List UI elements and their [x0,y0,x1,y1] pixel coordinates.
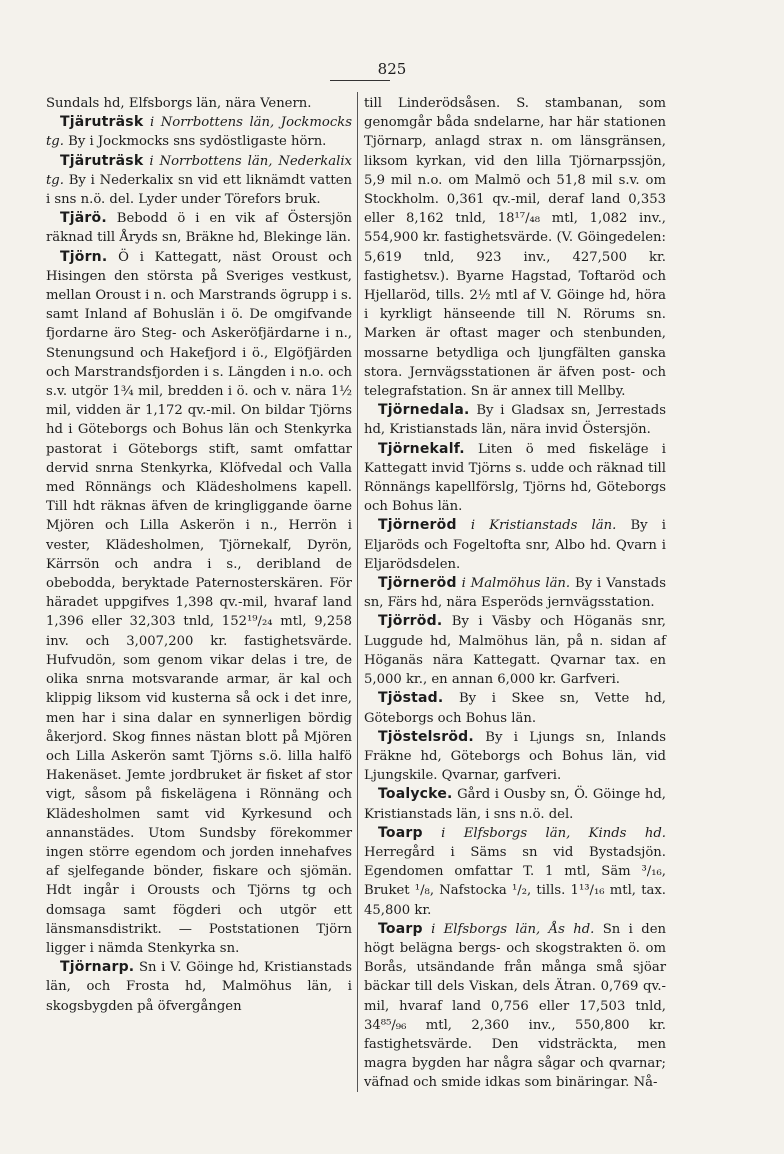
entry-headword: Tjäruträsk [60,152,144,169]
dictionary-entry [364,401,666,439]
entry-region: i Elfsborgs län, Kinds hd. [441,825,666,841]
entry-headword: Tjäruträsk [60,114,144,131]
dictionary-entry [364,689,666,727]
dictionary-entry [364,920,666,1093]
dictionary-entry [364,516,666,574]
entry-text: Liten ö med fiskeläge i Kattegatt invid Tjörns s. udde och räknad till Rönnängs kapellförslg, Tjörns hd, Göteborgs och Bohus län. [364,441,666,515]
page-number-rule [330,80,390,81]
entry-text: By i Jockmocks sns sydöstligaste hörn. [68,134,327,150]
entry-region: i Norrbottens län, Jockmocks tg. [46,115,352,150]
entry-text: By i Nederkalix sn vid ett liknämdt vatten i sns n.ö. del. Lyder under Törefors bruk. [46,172,352,208]
continued-text [46,94,352,113]
entry-headword: Tjörröd. [378,613,443,630]
entry-text: By i Ljungs sn, Inlands Fräkne hd, Göteborgs och Bohus län, vid Ljungskile. Qvarnar, garfveri. [364,729,666,784]
dictionary-entry [46,113,352,151]
dictionary-entry [364,574,666,612]
column-divider [357,92,358,1092]
entry-headword: Tjörneröd [378,575,457,592]
dictionary-entry [364,612,666,689]
entry-text: Ö i Kattegatt, näst Oroust och Hisingen den största på Sveriges vestkust, mellan Oroust i n. och Marstrands ögrupp i s. samt Inland af Bohuslän i ö. De omgifvande fjordarne äro Steg- och Askeröfjärdarne i n., Stenungsund och Hakefjord i ö., Elgöfjärden och Marstrandsfjorden i s. Längden i n.o. och s.v. utgör 1¾ mil, bredden i ö. och v. nära 1½ mil, vidden är 1,172 qv.-mil. On bildar Tjörns hd i Göteborgs och Bohus län och Stenkyrka pastorat i Göteborgs stift, samt omfattar dervid snrna Stenkyrka, Klöfvedal och Valla med Rönnängs och Klädesholmens kapell. Till hdt räknas äfven de kringliggande öarne Mjören och Lilla Askerön i n., Herrön i vester, Klädesholmen, Tjörnekalf, Dyrön, Kärrsön och andra i s., deribland de obebodda, beryktade Paternosterskären. För häradet uppgifves 1,398 qv.-mil, hvaraf land 1,396 eller 32,303 tnld, 152¹⁹/₂₄ mtl, 9,258 inv. och 3,007,200 kr. fastighetsvärde. Hufvudön, som genom vikar delas i tre, de olika snrna motsvarande armar, är kal och klippig liksom vid kusterna så ock i det inre, men har i sina dalar en synnerligen bördig åkerjord. Skog finnes nästan blott på Mjören och Lilla Askerön samt Tjörns s.ö. lilla halfö Hakenäset. Jemte jordbruket är fisket af stor vigt, såsom på fiskelägena i Rönnäng och Klädesholmen samt vid Kyrkesund och annanstädes. Utom Sundsby förekommer ingen större egendom och jorden innehafves af sjelfegande bönder, fiskare och sjömän. Hdt ingår i Orousts och Tjörns tg och domsaga samt fögderi och utgör ett länsmansdistrikt. — Poststationen Tjörn ligger i nämda Stenkyrka sn. [46,249,352,956]
right-column [364,94,666,1093]
entry-text: By i Skee sn, Vette hd, Göteborgs och Bohus län. [364,691,666,726]
entry-text: By i Eljaröds och Fogeltofta snr, Albo hd. Qvarn i Eljarödsdelen. [364,518,666,572]
entry-text: By i Vanstads sn, Färs hd, nära Esperöds jernvägsstation. [364,576,666,611]
entry-headword: Tjörnekalf. [378,440,465,457]
entry-headword: Toarp [378,824,423,841]
entry-headword: Tjöstad. [378,690,444,707]
left-column [46,94,352,1016]
dictionary-entry [46,152,352,210]
dictionary-entry [46,958,352,1016]
entry-text: By i Gladsax sn, Jerrestads hd, Kristianstads län, nära invid Östersjön. [364,403,666,438]
entry-text: By i Väsby och Höganäs snr, Luggude hd, Malmöhus län, på n. sidan af Höganäs nära Kattegatt. Qvarnar tax. en 5,000 kr., en annan 6,000 kr. Garfveri. [364,614,666,688]
dictionary-entry [364,824,666,920]
page-number: 825 [377,60,407,78]
entry-headword: Tjörnedala. [378,402,470,419]
dictionary-entry [364,785,666,823]
continued-text [364,94,666,401]
dictionary-entry [364,728,666,786]
entry-headword: Tjörneröd [378,517,457,534]
entry-headword: Toarp [378,920,423,937]
entry-region: i Malmöhus län. [461,576,571,592]
entry-text: Gård i Ousby sn, Ö. Göinge hd, Kristianstads län, i sns n.ö. del. [364,787,666,822]
dictionary-entry [46,209,352,247]
entry-text: Herregård i Säms sn vid Bystadsjön. Egendomen omfattar T. 1 mtl, Säm ³/₁₆, Bruket ¹/₈, Nafstocka ¹/₂, tills. 1¹³/₁₆ mtl, tax. 45,800 kr. [364,844,666,918]
entry-text: Sn i den högt belägna bergs- och skogstrakten ö. om Borås, utsändande från många små sjöar bäckar till dels Viskan, dels Ätran. 0,769 qv.-mil, hvaraf land 0,756 eller 17,503 tnld, 34⁸⁵/₉₆ mtl, 2,360 inv., 550,800 kr. fastighetsvärde. Den vidsträckta, men magra bygden har några sågar och qvarnar; väfnad och smide idkas som binäringar. Nå- [364,921,667,1091]
entry-text: Sn i V. Göinge hd, Kristianstads län, och Frosta hd, Malmöhus län, i skogsbygden på öfvergången [46,960,352,1014]
entry-headword: Tjörnarp. [60,959,135,976]
entry-headword: Tjöstelsröd. [378,728,474,745]
entry-text: Sundals hd, Elfsborgs län, nära Venern. [46,96,312,111]
entry-region: i Norrbottens län, Nederkalix tg. [46,153,352,188]
entry-text: till Linderödsåsen. S. stambanan, som genomgår båda sndelarne, har här stationen Tjörnarp, anlagd strax n. om länsgränsen, liksom kyrkan, vid den lilla Tjörnarpssjön, 5,9 mil n.o. om Malmö och 51,8 mil s.v. om Stockholm. 0,361 qv.-mil, deraf land 0,353 eller 8,162 tnld, 18¹⁷/₄₈ mtl, 1,082 inv., 554,900 kr. fastighetsvärde. (V. Göingedelen: 5,619 tnld, 923 inv., 427,500 kr. fastighetsv.). Byarne Hagstad, Toftaröd och Hjellaröd, tills. 2½ mtl af V. Göinge hd, höra i kyrkligt hänseende till N. Rörums sn. Marken är oftast mager och stenbunden, mossarne betydliga och ljungfälten ganska stora. Jernvägsstationen är äfven post- och telegrafstation. Sn är annex till Mellby. [364,96,666,400]
dictionary-entry [364,440,666,517]
dictionary-entry [46,248,352,959]
entry-text: Bebodd ö i en vik af Östersjön räknad till Åryds sn, Bräkne hd, Blekinge län. [46,211,353,246]
entry-headword: Tjärö. [60,210,107,227]
entry-region: i Elfsborgs län, Ås hd. [431,921,595,937]
entry-headword: Toalycke. [378,786,453,803]
entry-headword: Tjörn. [60,248,108,265]
entry-region: i Kristianstads län. [470,518,617,534]
